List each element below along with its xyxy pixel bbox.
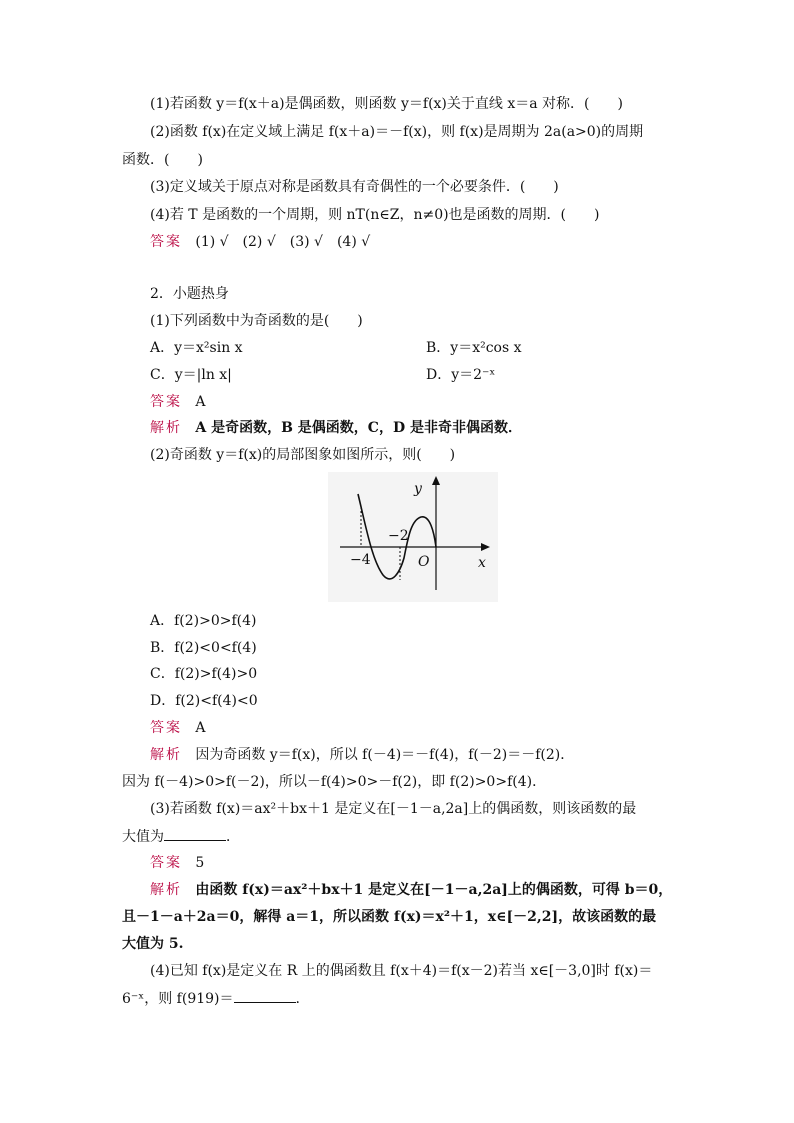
analysis-text: A 是奇函数，B 是偶函数，C，D 是非奇非偶函数． [195, 420, 522, 436]
p4-question-line-2 [122, 988, 300, 1009]
origin-label: O [418, 554, 430, 570]
p1-question: (1)下列函数中为奇函数的是( ) [150, 313, 363, 329]
answer-label: 答案 [150, 234, 182, 250]
p3-question-line-2 [122, 826, 240, 847]
statement-3: (3)定义域关于原点对称是函数具有奇偶性的一个必要条件．( ) [150, 179, 559, 195]
analysis-text-1: 因为奇函数 y＝f(x)，所以 f(－4)＝－f(4)，f(－2)＝－f(2)． [195, 747, 575, 763]
statement-1: (1)若函数 y＝f(x＋a)是偶函数，则函数 y＝f(x)关于直线 x＝a 对称．( ) [150, 96, 623, 112]
answer-label: 答案 [150, 855, 182, 871]
p4-question-end: . [295, 991, 300, 1007]
p3-analysis-row [150, 880, 672, 900]
p3-analysis-line-2: 且－1－a＋2a＝0，解得 a＝1，所以函数 f(x)＝x²＋1，x∈[－2,2]，故该函数的最 [122, 909, 657, 925]
p3-answer-row [150, 853, 204, 873]
p2-analysis-line-2: 因为 f(－4)>0>f(－2)，所以－f(4)>0>－f(2)，即 f(2)>0>f(4)． [122, 774, 547, 790]
p1-option-a: A．y＝x²sin x [150, 340, 243, 356]
y-axis-arrow [432, 476, 440, 485]
p3-analysis-line-3: 大值为 5. [122, 936, 184, 952]
analysis-label: 解析 [150, 420, 182, 436]
statement-2-line-2: 函数．( ) [122, 152, 203, 168]
p2-option-a: A．f(2)>0>f(4) [150, 613, 257, 629]
statement-4: (4)若 T 是函数的一个周期，则 nT(n∈Z，n≠0)也是函数的周期．( ) [150, 207, 600, 223]
answer-blank [234, 988, 296, 1003]
answer-label: 答案 [150, 394, 182, 410]
analysis-text-1: 由函数 f(x)＝ax²＋bx＋1 是定义在[－1－a,2a]上的偶函数，可得 b＝0， [195, 882, 673, 898]
p4-question-line-1: (4)已知 f(x)是定义在 R 上的偶函数且 f(x＋4)＝f(x－2)若当 x∈[－3,0]时 f(x)＝ [150, 963, 653, 979]
p3-question-text: 大值为 [122, 829, 164, 845]
p3-question-end: ． [226, 829, 240, 845]
function-graph-figure [328, 472, 498, 602]
answer-row-1 [150, 232, 370, 252]
p2-option-b: B．f(2)<0<f(4) [150, 640, 257, 656]
section-heading: 2．小题热身 [150, 286, 229, 302]
p2-answer-row [150, 718, 205, 738]
p1-option-d: D．y＝2⁻ˣ [426, 367, 496, 383]
x-axis-arrow [481, 543, 490, 551]
p2-option-c: C．f(2)>f(4)>0 [150, 666, 258, 682]
tick-label-neg2: −2 [388, 528, 409, 544]
answer-blank [164, 826, 226, 841]
analysis-label: 解析 [150, 882, 182, 898]
p1-answer-row [150, 392, 205, 412]
statement-2-line-1: (2)函数 f(x)在定义域上满足 f(x＋a)＝－f(x)，则 f(x)是周期为 2a(a>0)的周期 [150, 124, 644, 140]
answer-value: 5 [195, 855, 205, 871]
x-axis-label: x [478, 555, 486, 571]
answer-value: A [195, 394, 206, 410]
answer-label: 答案 [150, 720, 182, 736]
p4-question-text: 6⁻ˣ，则 f(919)＝ [122, 991, 234, 1007]
y-axis-label: y [414, 481, 422, 497]
analysis-label: 解析 [150, 747, 182, 763]
answer-value: A [195, 720, 206, 736]
p2-analysis-row [150, 745, 574, 765]
p1-analysis-row [150, 418, 522, 438]
p1-option-b: B．y＝x²cos x [426, 340, 522, 356]
p1-option-c: C．y＝|ln x| [150, 367, 232, 383]
tick-label-neg4: −4 [350, 552, 371, 568]
answer-value: (1) √ (2) √ (3) √ (4) √ [195, 234, 371, 250]
p2-question: (2)奇函数 y＝f(x)的局部图象如图所示，则( ) [150, 447, 456, 463]
p3-question-line-1: (3)若函数 f(x)＝ax²＋bx＋1 是定义在[－1－a,2a]上的偶函数，则该函数的最 [150, 801, 637, 817]
p2-option-d: D．f(2)<f(4)<0 [150, 693, 258, 709]
